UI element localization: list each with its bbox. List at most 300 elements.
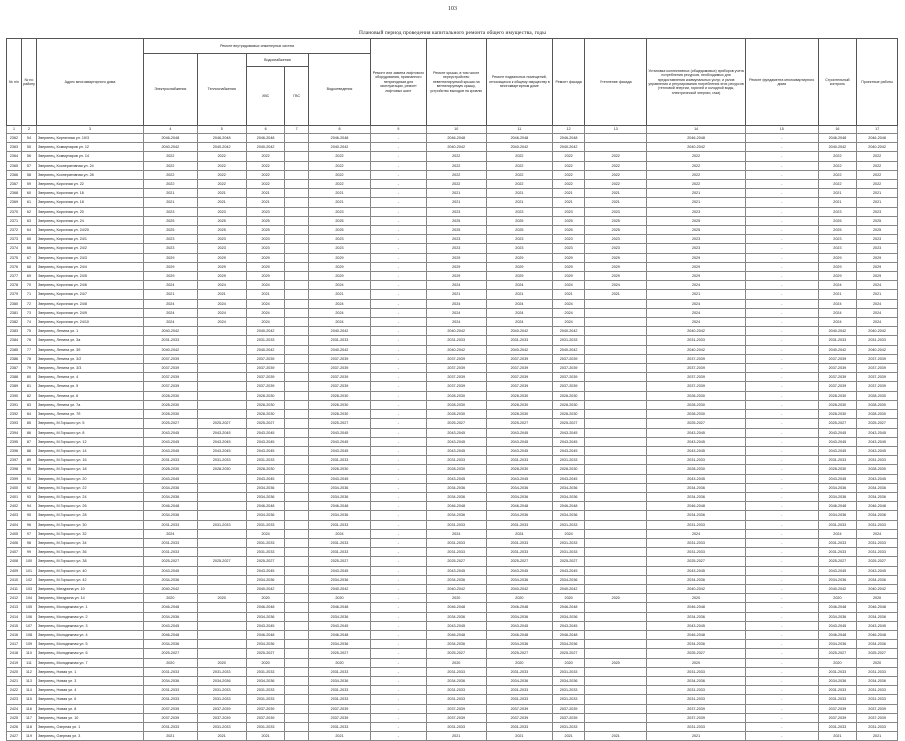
table-cell: 2031-2033: [486, 686, 552, 695]
table-cell: 109: [21, 640, 36, 649]
table-cell: -: [745, 630, 818, 639]
table-cell: -: [371, 511, 427, 520]
table-cell: 2028-2030: [818, 465, 857, 474]
table-cell: -: [371, 216, 427, 225]
table-cell: 2037-2039: [553, 713, 585, 722]
table-cell: 2028-2030: [308, 391, 370, 400]
table-cell: 2040-2042: [197, 143, 246, 152]
table-cell: 2024: [197, 318, 246, 327]
table-cell: 2397: [7, 456, 22, 465]
table-cell: 2046-2048: [486, 502, 552, 511]
table-cell: 83: [21, 400, 36, 409]
table-cell: 2031-2033: [144, 686, 198, 695]
table-cell: [285, 327, 309, 336]
table-cell: 2028-2030: [857, 465, 898, 474]
table-cell: 2043-2045: [144, 437, 198, 446]
table-cell: 2024: [857, 318, 898, 327]
table-cell: [285, 272, 309, 281]
table-cell: 2022: [553, 180, 585, 189]
table-cell: [285, 134, 309, 143]
table-cell: 2028-2030: [818, 410, 857, 419]
table-cell: 2418: [7, 649, 22, 658]
table-cell: 2037-2039: [144, 704, 198, 713]
address-cell: Зверинец, Ленина ул. 3/3: [36, 364, 143, 373]
table-cell: 2025-2027: [246, 649, 285, 658]
table-cell: 2034-2036: [246, 612, 285, 621]
table-cell: 2022: [647, 170, 746, 179]
column-number: 3: [36, 126, 143, 134]
table-cell: [285, 511, 309, 520]
table-cell: -: [745, 152, 818, 161]
table-cell: 2381: [7, 308, 22, 317]
table-cell: 2040-2042: [553, 327, 585, 336]
table-cell: 2046-2048: [426, 603, 486, 612]
table-cell: 2028-2030: [246, 410, 285, 419]
table-cell: [585, 336, 647, 345]
table-cell: 2021: [308, 198, 370, 207]
table-cell: 2031-2033: [553, 520, 585, 529]
table-cell: 2037-2039: [553, 364, 585, 373]
table-cell: [197, 373, 246, 382]
table-cell: 2024: [308, 308, 370, 317]
table-cell: 2034-2036: [857, 612, 898, 621]
column-number: 15: [745, 126, 818, 134]
table-cell: 2024: [647, 529, 746, 538]
table-cell: 2034-2036: [818, 483, 857, 492]
table-cell: 2043-2045: [857, 621, 898, 630]
table-cell: 2021: [246, 198, 285, 207]
table-row: [7, 216, 898, 225]
table-cell: 2022: [426, 180, 486, 189]
table-cell: 2040-2042: [486, 143, 552, 152]
table-cell: -: [745, 235, 818, 244]
table-cell: [285, 594, 309, 603]
column-number: 17: [857, 126, 898, 134]
table-cell: [285, 308, 309, 317]
table-cell: 2037-2039: [308, 354, 370, 363]
header-basement: Ремонт подвальных помещений, относящихся к общему имуществу в многоквартирном доме: [486, 39, 552, 126]
table-cell: -: [745, 676, 818, 685]
table-cell: -: [371, 704, 427, 713]
table-cell: -: [371, 336, 427, 345]
header-num: № п/п: [7, 39, 22, 126]
table-cell: 2046-2048: [818, 502, 857, 511]
table-cell: -: [371, 566, 427, 575]
address-cell: Зверинец, Новая ул. 6: [36, 695, 143, 704]
table-cell: 2022: [857, 180, 898, 189]
table-cell: [585, 483, 647, 492]
table-row: [7, 170, 898, 179]
table-cell: 2021: [197, 198, 246, 207]
table-cell: 2034-2036: [308, 575, 370, 584]
table-cell: 2046-2048: [857, 502, 898, 511]
table-cell: 2046-2048: [246, 502, 285, 511]
table-cell: 2025-2027: [553, 649, 585, 658]
table-cell: 2031-2033: [857, 667, 898, 676]
table-cell: 2031-2033: [647, 538, 746, 547]
table-cell: 95: [21, 511, 36, 520]
address-cell: Зверинец, М.Горького ул. 32: [36, 529, 143, 538]
table-row: [7, 391, 898, 400]
table-cell: 115: [21, 695, 36, 704]
table-cell: 2023: [486, 235, 552, 244]
table-row: [7, 658, 898, 667]
table-cell: 119: [21, 732, 36, 741]
table-cell: 2029: [857, 253, 898, 262]
table-cell: -: [371, 621, 427, 630]
table-cell: -: [371, 538, 427, 547]
table-cell: 2031-2033: [426, 686, 486, 695]
table-cell: -: [745, 336, 818, 345]
table-cell: 98: [21, 538, 36, 547]
table-cell: [197, 391, 246, 400]
table-cell: 2393: [7, 419, 22, 428]
table-cell: -: [745, 382, 818, 391]
table-cell: 2025-2027: [647, 649, 746, 658]
table-cell: [285, 152, 309, 161]
table-cell: [197, 566, 246, 575]
table-cell: 2029: [818, 272, 857, 281]
table-cell: 2028-2030: [553, 400, 585, 409]
table-row: [7, 318, 898, 327]
table-cell: 2034-2036: [818, 511, 857, 520]
table-cell: 2022: [486, 152, 552, 161]
table-cell: 2025: [308, 226, 370, 235]
address-cell: Зверинец, М.Горького ул. 14: [36, 446, 143, 455]
table-cell: 2040-2042: [857, 584, 898, 593]
capital-repair-table: [6, 38, 898, 741]
table-cell: [285, 161, 309, 170]
table-cell: 2040-2042: [486, 327, 552, 336]
table-row: [7, 345, 898, 354]
table-cell: -: [745, 446, 818, 455]
table-cell: [197, 474, 246, 483]
table-cell: 2031-2033: [818, 336, 857, 345]
table-cell: 2023: [197, 244, 246, 253]
address-cell: Зверинец, Кирочная ул. 24: [36, 216, 143, 225]
table-cell: -: [371, 235, 427, 244]
address-cell: Зверинец, Ленина ул. 4: [36, 373, 143, 382]
table-cell: -: [371, 364, 427, 373]
table-row: [7, 400, 898, 409]
table-cell: [585, 723, 647, 732]
address-cell: Зверинец, Новая ул. 1: [36, 667, 143, 676]
table-cell: -: [371, 354, 427, 363]
table-cell: 2025: [585, 216, 647, 225]
column-number: 12: [553, 126, 585, 134]
table-cell: 2028-2030: [308, 400, 370, 409]
table-cell: 118: [21, 723, 36, 732]
table-cell: 2031-2033: [308, 520, 370, 529]
table-cell: 2405: [7, 529, 22, 538]
table-cell: [585, 382, 647, 391]
table-cell: 2024: [647, 281, 746, 290]
table-cell: 2037-2039: [486, 382, 552, 391]
table-cell: 2022: [197, 161, 246, 170]
table-cell: 2043-2045: [197, 428, 246, 437]
table-row: [7, 465, 898, 474]
table-cell: 2024: [246, 308, 285, 317]
table-cell: [285, 502, 309, 511]
table-row: [7, 446, 898, 455]
address-cell: Зверинец, М.Горького ул. 42: [36, 575, 143, 584]
address-cell: Зверинец, Молодежная ул. 7: [36, 658, 143, 667]
table-cell: 2025: [308, 216, 370, 225]
table-cell: 93: [21, 492, 36, 501]
table-cell: 2021: [585, 732, 647, 741]
table-cell: 2034-2036: [144, 640, 198, 649]
table-cell: 2024: [246, 318, 285, 327]
table-cell: 2043-2045: [857, 437, 898, 446]
table-cell: 2043-2045: [308, 446, 370, 455]
table-cell: 2043-2045: [246, 446, 285, 455]
table-cell: 2029: [818, 262, 857, 271]
table-cell: [285, 732, 309, 741]
table-cell: 2034-2036: [426, 483, 486, 492]
table-cell: 2024: [426, 308, 486, 317]
table-cell: 2021: [197, 732, 246, 741]
table-cell: 2031-2033: [144, 548, 198, 557]
table-cell: 2034-2036: [553, 676, 585, 685]
table-cell: 2374: [7, 244, 22, 253]
table-cell: 2034-2036: [553, 612, 585, 621]
table-cell: 2028-2030: [486, 400, 552, 409]
table-cell: -: [745, 511, 818, 520]
table-cell: [197, 327, 246, 336]
table-cell: 2043-2045: [486, 621, 552, 630]
table-cell: 2040-2042: [144, 345, 198, 354]
table-cell: 2031-2033: [144, 667, 198, 676]
table-cell: 2029: [144, 272, 198, 281]
table-cell: 2043-2045: [426, 446, 486, 455]
table-cell: 2043-2045: [647, 621, 746, 630]
table-cell: 2025-2027: [818, 419, 857, 428]
table-cell: 2024: [308, 281, 370, 290]
table-cell: 2020: [857, 658, 898, 667]
table-cell: 110: [21, 649, 36, 658]
table-cell: -: [745, 134, 818, 143]
table-cell: 2025: [818, 216, 857, 225]
table-cell: 2034-2036: [553, 575, 585, 584]
table-cell: 2023: [144, 235, 198, 244]
table-cell: 2040-2042: [308, 345, 370, 354]
table-cell: 2029: [553, 272, 585, 281]
table-cell: [585, 520, 647, 529]
table-cell: 2031-2033: [308, 548, 370, 557]
table-cell: 2046-2048: [144, 630, 198, 639]
table-cell: 2025-2027: [426, 557, 486, 566]
table-cell: -: [371, 676, 427, 685]
table-cell: [285, 676, 309, 685]
table-cell: 2024: [246, 299, 285, 308]
table-cell: 2020: [197, 594, 246, 603]
table-cell: 2043-2045: [553, 428, 585, 437]
table-cell: 2037-2039: [426, 354, 486, 363]
table-cell: 2043-2045: [553, 621, 585, 630]
table-cell: 60: [21, 189, 36, 198]
table-cell: -: [371, 189, 427, 198]
table-cell: 2023: [585, 207, 647, 216]
table-cell: 2046-2048: [647, 502, 746, 511]
table-cell: 2028-2030: [857, 400, 898, 409]
table-cell: 2046-2048: [144, 603, 198, 612]
table-cell: 2020: [308, 658, 370, 667]
table-cell: 2021: [426, 290, 486, 299]
table-cell: 2021: [585, 290, 647, 299]
table-cell: 2031-2033: [486, 695, 552, 704]
table-cell: 2388: [7, 373, 22, 382]
table-cell: [285, 640, 309, 649]
address-cell: Зверинец, Кирочная ул. 24/4: [36, 262, 143, 271]
table-cell: 2029: [144, 262, 198, 271]
table-cell: 2040-2042: [857, 345, 898, 354]
table-cell: 2024: [426, 281, 486, 290]
table-cell: 2020: [818, 594, 857, 603]
column-number: 11: [486, 126, 552, 134]
table-cell: 2037-2039: [857, 354, 898, 363]
table-cell: 2034-2036: [426, 511, 486, 520]
table-cell: 2024: [818, 318, 857, 327]
table-cell: [285, 207, 309, 216]
table-cell: 2037-2039: [144, 373, 198, 382]
table-cell: -: [745, 170, 818, 179]
table-cell: [585, 603, 647, 612]
table-cell: 66: [21, 244, 36, 253]
table-cell: 2022: [426, 161, 486, 170]
table-cell: [585, 437, 647, 446]
table-cell: 2025: [647, 216, 746, 225]
table-cell: 2022: [308, 161, 370, 170]
address-cell: Зверинец, Молодежная ул. 4: [36, 630, 143, 639]
table-cell: 2025-2027: [486, 557, 552, 566]
table-cell: 2023: [308, 244, 370, 253]
table-cell: [285, 226, 309, 235]
table-cell: 2043-2045: [308, 437, 370, 446]
table-cell: -: [371, 474, 427, 483]
table-cell: [197, 621, 246, 630]
table-cell: 2028-2030: [197, 465, 246, 474]
table-cell: 2046-2048: [647, 134, 746, 143]
table-cell: [285, 538, 309, 547]
table-cell: [285, 262, 309, 271]
table-cell: -: [371, 428, 427, 437]
table-cell: 2021: [486, 290, 552, 299]
table-cell: 2031-2033: [144, 538, 198, 547]
table-cell: [285, 612, 309, 621]
column-number: 5: [197, 126, 246, 134]
table-cell: [585, 686, 647, 695]
table-cell: 2371: [7, 216, 22, 225]
table-cell: 2021: [308, 732, 370, 741]
table-cell: 2029: [857, 262, 898, 271]
table-cell: 2383: [7, 327, 22, 336]
table-cell: 2043-2045: [553, 566, 585, 575]
table-cell: -: [745, 207, 818, 216]
table-cell: 2031-2033: [647, 520, 746, 529]
table-cell: 2022: [197, 180, 246, 189]
table-cell: 2020: [144, 658, 198, 667]
table-row: [7, 621, 898, 630]
table-cell: 2412: [7, 594, 22, 603]
table-cell: [285, 180, 309, 189]
table-row: [7, 723, 898, 732]
table-cell: 2028-2030: [553, 465, 585, 474]
address-cell: Зверинец, Мичурина ул. 14: [36, 594, 143, 603]
table-cell: [585, 474, 647, 483]
table-cell: 2022: [246, 170, 285, 179]
address-cell: Зверинец, Новая ул. 3: [36, 676, 143, 685]
table-cell: 2029: [197, 272, 246, 281]
address-cell: Зверинец, М.Горького ул. 5: [36, 419, 143, 428]
table-cell: 2043-2045: [426, 437, 486, 446]
table-cell: 2021: [647, 198, 746, 207]
table-cell: 2024: [486, 318, 552, 327]
table-cell: [197, 603, 246, 612]
table-row: [7, 502, 898, 511]
table-cell: 2040-2042: [857, 143, 898, 152]
table-cell: 2023: [246, 207, 285, 216]
table-cell: 2031-2033: [818, 667, 857, 676]
table-cell: 2028-2030: [486, 465, 552, 474]
table-cell: 2025: [553, 226, 585, 235]
table-cell: 2040-2042: [308, 143, 370, 152]
table-cell: [585, 640, 647, 649]
table-cell: -: [371, 143, 427, 152]
table-cell: -: [745, 492, 818, 501]
table-cell: -: [745, 428, 818, 437]
table-row: [7, 161, 898, 170]
header-heat: Теплоснабжения: [197, 54, 246, 126]
table-cell: 2028-2030: [553, 410, 585, 419]
table-cell: 2046-2048: [486, 134, 552, 143]
table-cell: 2025: [857, 216, 898, 225]
address-cell: Зверинец, Кирочная ул. 18: [36, 198, 143, 207]
table-cell: [585, 621, 647, 630]
table-row: [7, 134, 898, 143]
table-cell: [285, 253, 309, 262]
table-cell: -: [745, 327, 818, 336]
table-cell: 2037-2039: [647, 382, 746, 391]
table-cell: 2040-2042: [818, 345, 857, 354]
table-cell: 2031-2033: [426, 538, 486, 547]
table-cell: [285, 695, 309, 704]
table-cell: 2031-2033: [246, 336, 285, 345]
table-cell: 2394: [7, 428, 22, 437]
table-cell: 107: [21, 621, 36, 630]
table-cell: 2028-2030: [647, 391, 746, 400]
header-facade: Ремонт фасада: [553, 39, 585, 126]
table-cell: 2025: [246, 216, 285, 225]
table-cell: 2420: [7, 667, 22, 676]
table-cell: -: [371, 723, 427, 732]
table-cell: 2043-2045: [144, 621, 198, 630]
table-cell: [285, 474, 309, 483]
table-cell: 2024: [818, 529, 857, 538]
table-cell: 78: [21, 354, 36, 363]
table-row: [7, 410, 898, 419]
address-cell: Зверинец, М.Горького ул. 8: [36, 428, 143, 437]
table-cell: 2029: [553, 253, 585, 262]
table-cell: 2020: [647, 594, 746, 603]
table-cell: 2025-2027: [246, 557, 285, 566]
table-cell: 2034-2036: [144, 492, 198, 501]
table-cell: 2028-2030: [857, 410, 898, 419]
table-cell: 2025-2027: [553, 557, 585, 566]
table-cell: -: [371, 667, 427, 676]
table-cell: 2406: [7, 538, 22, 547]
table-cell: -: [745, 400, 818, 409]
address-cell: Зверинец, М.Горького ул. 38: [36, 557, 143, 566]
